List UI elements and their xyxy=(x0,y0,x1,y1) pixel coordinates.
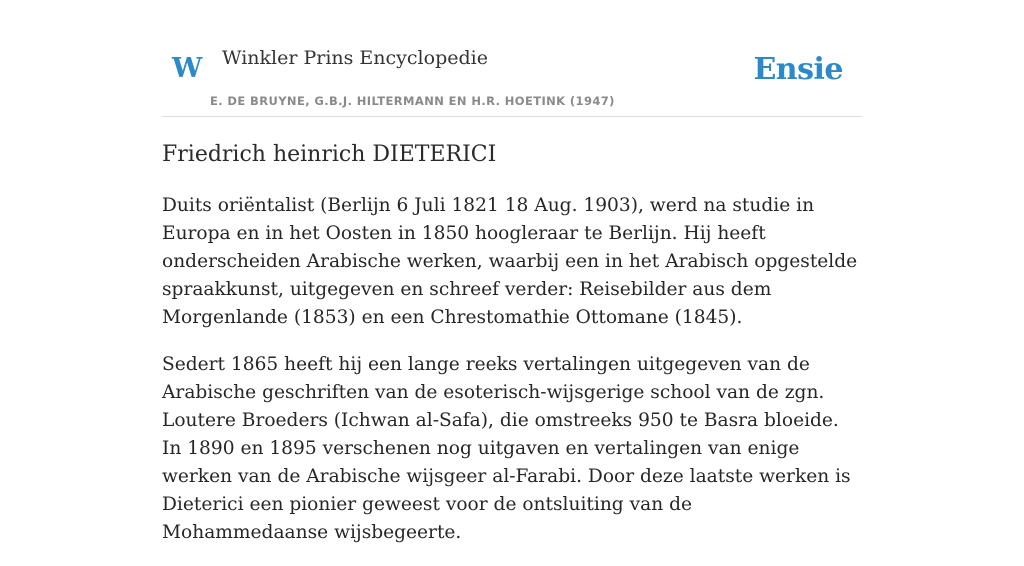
site-title[interactable]: Winkler Prins Encyclopedie xyxy=(222,47,488,69)
article-body xyxy=(162,192,862,566)
article-paragraph: Sedert 1865 heeft hij een lange reeks vertalingen uitgegeven van de Arabische geschriften van de esoterisch-wijsgerige school van de zgn. Loutere Broeders (Ichwan al-Safa), die omstreeks 950 te Basra bloeide. In 1890 en 1895 verschenen nog uitgaven en vertalingen van enige werken van de Arabische wijsgeer al-Farabi. Door deze laatste werken is Dieterici een pionier geweest voor de ontsluiting van de Mohammedaanse wijsbegeerte. xyxy=(162,354,851,543)
article-title: Friedrich heinrich DIETERICI xyxy=(162,142,497,167)
logo-icon[interactable]: W xyxy=(172,53,203,84)
authors-line: E. DE BRUYNE, G.B.J. HILTERMANN EN H.R. HOETINK (1947) xyxy=(210,94,615,108)
site-header xyxy=(162,0,862,117)
content-container xyxy=(162,0,862,543)
brand-logo[interactable]: Ensie xyxy=(753,52,843,87)
article-paragraph: Duits oriëntalist (Berlijn 6 Juli 1821 18 Aug. 1903), werd na studie in Europa en in het Oosten in 1850 hoogleraar te Berlijn. Hij heeft onderscheiden Arabische werken, waarbij een in het Arabisch opgestelde spraakkunst, uitgegeven en schreef verder: Reisebilder aus dem Morgenlande (1853) en een Chrestomathie Ottomane (1845). xyxy=(162,195,858,328)
